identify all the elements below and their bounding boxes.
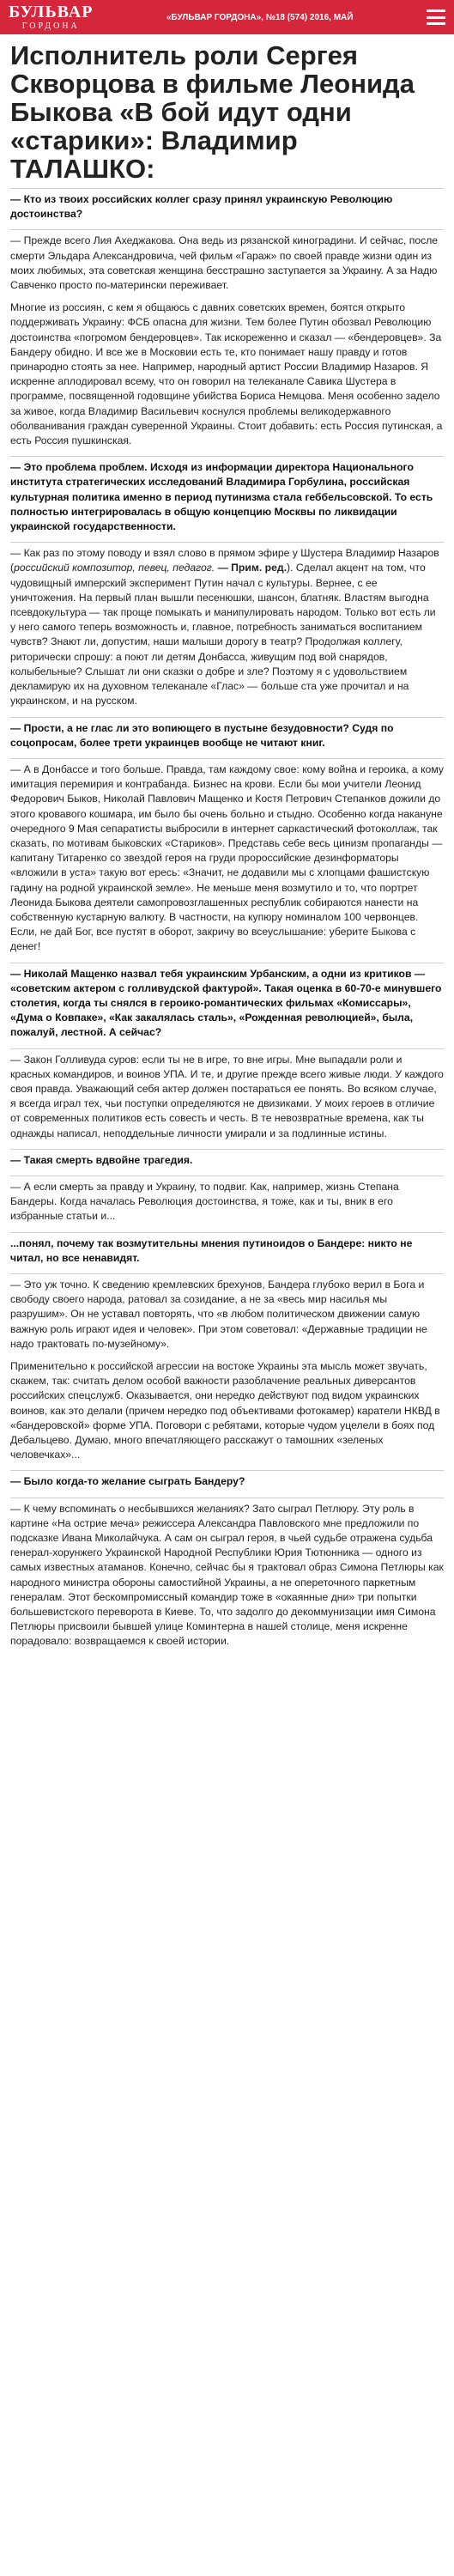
answer-rest: ). Сделал акцент на том, что чудовищный имперский эксперимент Путин начал с культуры. Вернее, с ее уничтожения. На первый план вышли песенюшки, шансон, блатняк. Властям выгодна псевдокультура — так проще помыкать и манипулировать народом. Только вот есть ли у него самого теперь возможность и, главное, потребность заниматься воспитанием чувств? Знают ли, допустим, наши малыши дорогу в театр? Продолжая коллегу, риторически спрошу: а поют ли детям Донбасса, живущим под вой снарядов, колыбельные? Слышат ли они сказки о добре и зле? Поэтому я с удовольствием декламирую их на духовном телеканале «Глас» — больше ста уже прочитал и на украинском, и на русском. xyxy=(10,562,436,708)
question: — Прости, а не глас ли это вопиющего в пустыне безудовности? Судя по соцопросам, более трети украинцев вообще не читают книг. xyxy=(10,721,394,749)
divider xyxy=(10,188,444,189)
editor-note-mark: — Прим. ред. xyxy=(215,562,287,574)
answer: — А в Донбассе и того больше. Правда, там каждому свое: кому война и героика, а кому имитация перемирия и контрабанда. Бизнес на крови. Если бы мои учители Леонид Федорович Быков, Николай Павлович Мащенко и Костя Петрович Степанков дожили до этого кровавого кошмара, им было бы очень больно и стыдно. Особенно когда накануне очередного 9 Мая сепаратисты выбросили в интернет саркастический фотоколлаж, так сказать, по мотивам быковских «Стариков». Представь себе весь цинизм пропаганды — капитану Титаренко со звездой героя на груди пророссийские дезинформаторы «вложили в уста» такую вот ересь: «Значит, не додавили мы с хлопцами фашистскую гадину на родной украинской земле». Не меньше меня возмутило и то, что портрет Леонида Быкова деятели самопровозглашенных республик собираются нанести на собственную кустарную валюту. В частности, на купюру номиналом 100 червонцев. Если, не дай Бог, все пустят в оборот, закричу во всеуслышание: уберите Быкова с денег! xyxy=(10,762,444,953)
answer: — К чему вспоминать о несбывшихся желаниях? Зато сыграл Петлюру. Эту роль в картине «На острие меча» режиссера Александра Павловского мне предложили по подсказке Ивана Миколайчука. А сам он сыграл героя, в чьей судьбе отражена судьба генерал-хорунжего Украинской Народной Республики Юрия Тютюнника — одного из самых известных атаманов. Конечно, сейчас бы я трактовал образ Симона Петлюры как народного министра обороны самостийной Украины, а не опереточного паркетным генералам. Этот бескомпромиссный командир тоже в «окаянные дни» три попытки большевистского переворота в Киеве. То, что задолго до декоммунизации имя Симона Петлюры присвоили бывшей улице Коминтерна в нашей столице, меня искренне порадовало: возвращаемся к своей истории. xyxy=(10,1502,444,1648)
article xyxy=(0,34,454,1649)
answer: — Это уж точно. К сведению кремлевских брехунов, Бандера глубоко верил в Бога и свободу своего народа, ратовал за созидание, а не за «весь мир насилья мы разрушим». Он не уставал повторять, что «в любом политическом движении самую важную роль играют идея и человек». При этом советовал: «Державные традиции не надо трактовать по-музейному». xyxy=(10,1279,427,1350)
divider xyxy=(10,1273,444,1274)
question: — Было когда-то желание сыграть Бандеру? xyxy=(10,1475,245,1488)
issue-info: «БУЛЬВАР ГОРДОНА», №18 (574) 2016, МАЙ xyxy=(166,12,354,22)
divider xyxy=(10,1470,444,1471)
question: — Кто из твоих российских коллег сразу принял украинскую Революцию достоинства? xyxy=(10,193,393,221)
divider xyxy=(10,456,444,457)
hamburger-menu-icon[interactable] xyxy=(427,9,445,25)
answer-paragraph: Многие из россиян, с кем я общаюсь с давних советских времен, боятся открыто поддерживать Украину: ФСБ опасна для жизни. Тем более Путин обозвал Революцию достоинства «погромом бендеровцев». Так искореженно и сказал — «бендеровцев». За Бандеру обидно. И все же в Московии есть те, кто понимает нашу правду и готов принародно стоять за нее. Например, народный артист России Владимир Назаров. Я искренне аплодировал всему, что он говорил на телеканале Савика Шустера в программе, посвященной годовщине убийства Бориса Немцова. Меня особенно задело за живое, когда Владимир Васильевич коснулся проблемы великодержавного оболванивания граждан суверенной Украины. Стоит добавить: есть Россия путинская, а есть Россия пушкинская. xyxy=(10,301,443,447)
divider xyxy=(10,1048,444,1049)
site-logo[interactable] xyxy=(9,3,93,31)
divider xyxy=(10,229,444,230)
question: — Николай Мащенко назвал тебя украинским Урбанским, а одни из критиков — «советским актером с голливудской фактурой». Такая оценка в 60-70-е минувшего столетия, когда ты снялся в героико-романтических фильмах «Комиссары», «Дума о Ковпаке», «Как закалялась сталь», «Рожденная революцией», была, пожалуй, лестной. А сейчас? xyxy=(10,967,442,1039)
logo-line1: БУЛЬВАР xyxy=(9,3,94,21)
answer xyxy=(10,546,444,708)
question: — Такая смерть вдвойне трагедия. xyxy=(10,1153,193,1166)
article-title: Исполнитель роли Сергея Скворцова в фильме Леонида Быкова «В бой идут одни «старики»: Владимир ТАЛАШКО: xyxy=(10,40,415,184)
divider xyxy=(10,717,444,718)
logo-line2: ГОРДОНА xyxy=(21,21,80,31)
divider xyxy=(10,1232,444,1233)
divider xyxy=(10,542,444,543)
question: ...понял, почему так возмутительны мнения путиноидов о Бандере: никто не читал, но все ненавидят. xyxy=(10,1236,413,1264)
answer-lead: — Как раз по этому поводу и взял слово в прямом эфире у Шустера Владимир Назаров ( xyxy=(10,547,439,574)
divider xyxy=(10,758,444,759)
question: — Это проблема проблем. Исходя из информации директора Национального института стратегических исследований Владимира Горбулина, российская культурная политика именно в период путинизма стала геббельсовской. То есть полностью интегрировалась в общую концепцию Москвы по ликвидации украинской государственности. xyxy=(10,461,433,533)
divider xyxy=(10,1149,444,1150)
answer: — А если смерть за правду и Украину, то подвиг. Как, например, жизнь Степана Бандеры. Когда началась Революция достоинства, я тоже, как и ты, вник в его избранные статьи и... xyxy=(10,1180,399,1223)
answer: — Прежде всего Лия Ахеджакова. Она ведь из рязанской киноградини. И сейчас, после смерти Эльдара Александровича, чей фильм «Гараж» по своей правде жизни один из моих любимых, эта советская женщина бесстрашно заступается за Украину. А за Надю Савченко просто по-матерински переживает. xyxy=(10,234,439,292)
site-header xyxy=(0,0,454,34)
answer-paragraph: Применительно к российской агрессии на востоке Украины эта мысль может звучать, скажем, так: считать делом особой важности разоблачение реальных диверсантов российских спецслужб. Оказывается, они нередко действуют под видом украинских воинов, как это делали (причем нередко под объективами фотокамер) каратели НКВД в «бандеровской» форме УПА. Поговори с ребятами, которые чудом уцелели в боях под Дебальцево. Думаю, много впечатляющего расскажут о тамошних «зеленых человечках»... xyxy=(10,1360,440,1461)
editor-note-italic: российский композитор, певец, педагог. xyxy=(14,562,215,574)
answer: — Закон Голливуда суров: если ты не в игре, то вне игры. Мне выпадали роли и красных командиров, и воинов УПА. И те, и другие прежде всего живые люди. У каждого своя правда. Уважающий себя актер должен постараться ее понять. Во всяком случае, я всегда играл тех, чьи поступки определяются не двизиками. У моих героев в отличие от современных политиков есть совесть и честь. В те невозвратные времена, как ты однажды написал, неподдельные личности умирали и за подлинные истины. xyxy=(10,1053,444,1139)
